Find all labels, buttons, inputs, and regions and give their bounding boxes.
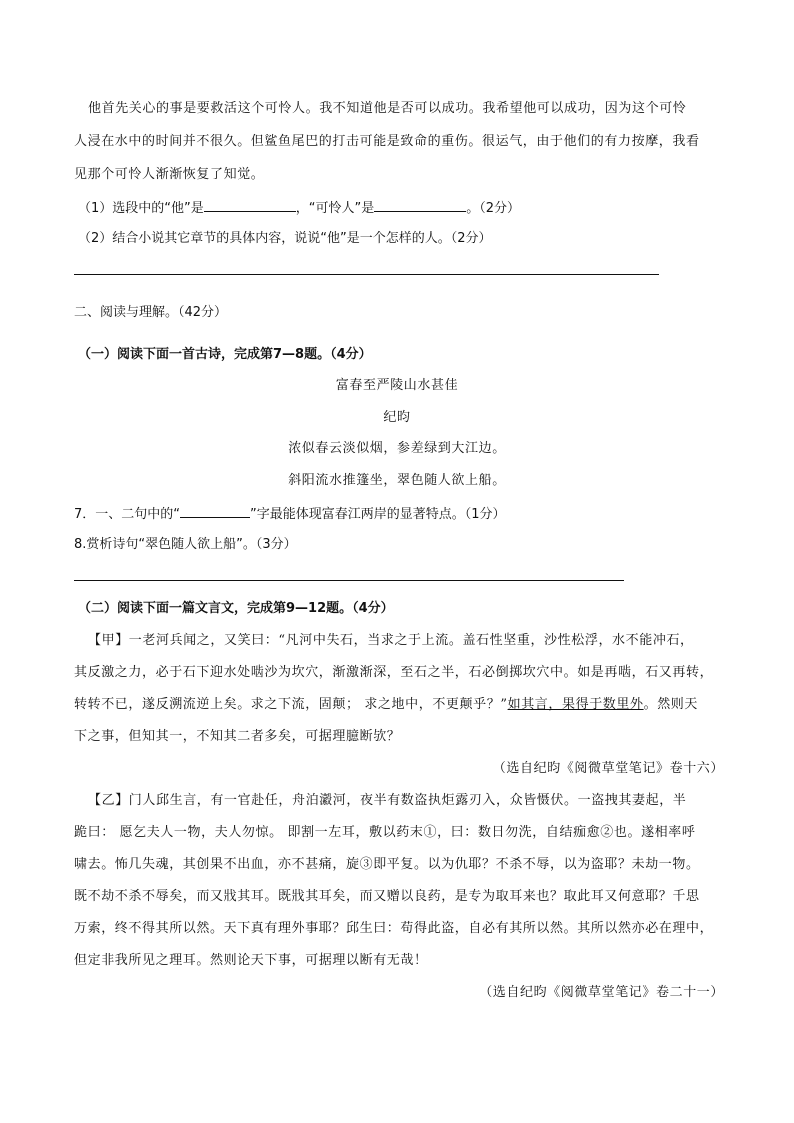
question-1-suffix: 。（2分） bbox=[466, 201, 521, 216]
intro-line-1: 他首先关心的事是要救活这个可怜人。我不知道他是否可以成功。我希望他可以成功，因为这个可怜 bbox=[88, 101, 687, 116]
question-7-prefix: 7．一、二句中的“ bbox=[74, 507, 181, 522]
question-8: 8.赏析诗句“翠色随人欲上船”。（3分） bbox=[74, 537, 297, 552]
yi-line-1: 【乙】门人邱生言，有一官赴任，舟泊瀫河，夜半有数盗执炬露刃入，众皆慑伏。一盗拽其妻起，半 bbox=[88, 793, 687, 808]
jia-line-3 bbox=[74, 696, 698, 714]
question-1-middle: ，“可怜人”是 bbox=[295, 201, 375, 216]
part-1-title: （一）阅读下面一首古诗，完成第7—8题。（4分） bbox=[78, 347, 372, 362]
yi-line-3: 啸去。怖几失魂，其创果不出血，亦不甚痛，旋③即平复。以为仇耶？不杀不辱，以为盗耶？未劫一物。 bbox=[74, 857, 700, 872]
jia-underlined-sentence: 如其言，果得于数里外 bbox=[507, 697, 644, 712]
jia-source: （选自纪昀《阅微草堂笔记》卷十六） bbox=[492, 761, 724, 776]
yi-line-2: 跪曰： 愿乞夫人一物，夫人勿惊。 即割一左耳，敷以药末①，曰：数日勿洗，自结痂愈②也。遂相率呼 bbox=[74, 825, 696, 840]
question-1-prefix: （1）选段中的“他”是 bbox=[78, 201, 204, 216]
answer-line-q8[interactable] bbox=[74, 580, 624, 581]
poem-title: 富春至严陵山水甚佳 bbox=[335, 378, 459, 393]
answer-blank-he[interactable] bbox=[204, 198, 296, 212]
section-2-title: 二、阅读与理解。（42分） bbox=[74, 305, 228, 320]
jia-line-4: 下之事，但知其一，不知其二者多矣，可据理臆断欤？ bbox=[74, 729, 401, 744]
question-2: （2）结合小说其它章节的具体内容，说说“他”是一个怎样的人。（2分） bbox=[78, 231, 492, 246]
yi-line-4: 既不劫不杀不辱矣，而又戕其耳。既戕其耳矣，而又赠以良药，是专为取耳来也？取此耳又何意耶？千思 bbox=[74, 889, 700, 904]
poem-line-1: 浓似春云淡似烟，参差绿到大江边。 bbox=[288, 441, 506, 456]
intro-line-3: 见那个可怜人渐渐恢复了知觉。 bbox=[74, 167, 265, 182]
jia-line-3-text: 转转不已，遂反溯流逆上矣。求之下流，固颠； 求之地中，不更颠乎？” bbox=[74, 697, 508, 712]
yi-source: （选自纪昀《阅微草堂笔记》卷二十一） bbox=[479, 985, 724, 1000]
poem-line-2: 斜阳流水推篷坐，翠色随人欲上船。 bbox=[288, 473, 506, 488]
answer-line-q2[interactable] bbox=[74, 274, 659, 275]
yi-line-5: 万索，终不得其所以然。天下真有理外事耶？邱生曰：苟得此盗，自必有其所以然。其所以然亦必在理中， bbox=[74, 921, 714, 936]
poem-author: 纪昀 bbox=[383, 410, 411, 425]
question-7-suffix: ”字最能体现富春江两岸的显著特点。（1分） bbox=[250, 507, 506, 522]
question-7 bbox=[74, 504, 506, 524]
answer-blank-kelianren[interactable] bbox=[374, 198, 466, 212]
part-2-title: （二）阅读下面一篇文言文，完成第9—12题。（4分） bbox=[78, 601, 394, 616]
jia-line-2: 其反激之力，必于石下迎水处啮沙为坎穴，渐激渐深，至石之半，石必倒掷坎穴中。如是再啮，石又再转， bbox=[74, 665, 714, 680]
jia-line-1: 【甲】一老河兵闻之，又笑曰：“凡河中失石，当求之于上流。盖石性坚重，沙性松浮，水不能冲石， bbox=[88, 633, 694, 648]
yi-line-6: 但定非我所见之理耳。然则论天下事，可据理以断有无哉！ bbox=[74, 953, 428, 968]
jia-line-3-after: 。然则天 bbox=[643, 697, 699, 712]
intro-line-2: 人浸在水中的时间并不很久。但鲨鱼尾巴的打击可能是致命的重伤。很运气，由于他们的有力按摩，我看 bbox=[74, 134, 700, 149]
answer-blank-q7[interactable] bbox=[180, 504, 250, 518]
question-1 bbox=[78, 198, 520, 218]
